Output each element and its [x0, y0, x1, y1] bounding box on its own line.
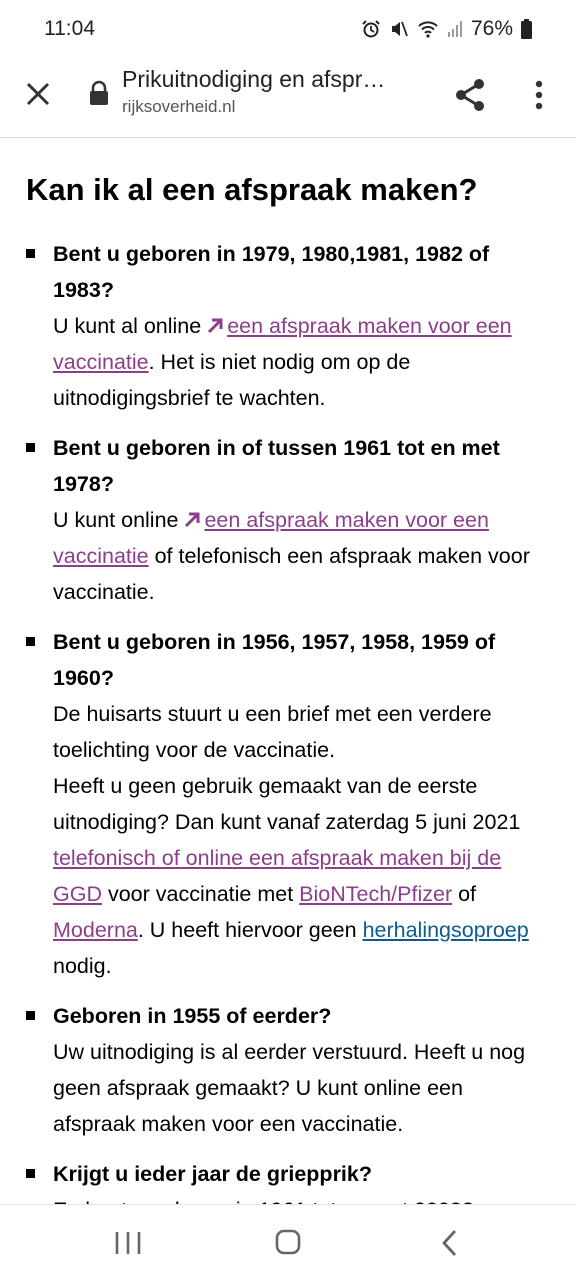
- mute-icon: [389, 19, 409, 39]
- item-question: Krijgt u ieder jaar de griepprik?: [53, 1162, 372, 1186]
- status-time: 11:04: [44, 17, 95, 40]
- status-bar: [0, 0, 576, 58]
- share-icon: [452, 76, 490, 114]
- list-item: [26, 236, 548, 416]
- signal-icon: [447, 20, 463, 38]
- herhalingsoproep-link[interactable]: herhalingsoproep: [362, 918, 529, 942]
- list-item: [26, 624, 548, 984]
- item-text: [53, 502, 548, 610]
- page-url: rijksoverheid.nl: [122, 97, 236, 116]
- recent-apps-icon: [108, 1225, 148, 1261]
- back-button[interactable]: [430, 1225, 470, 1261]
- more-options-button[interactable]: [526, 76, 552, 114]
- biontech-pfizer-link[interactable]: BioNTech/Pfizer: [299, 882, 453, 906]
- battery-percentage: 76%: [470, 17, 513, 40]
- item-text: Uw uitnodiging is al eerder verstuurd. Heeft u nog geen afspraak gemaakt? U kunt online een afspraak maken voor een vaccinatie.: [53, 1040, 526, 1136]
- alarm-icon: [361, 19, 381, 39]
- list-item: [26, 430, 548, 610]
- back-icon: [430, 1225, 470, 1261]
- moderna-link[interactable]: Moderna: [53, 918, 138, 942]
- home-button[interactable]: [268, 1225, 308, 1261]
- appointment-link[interactable]: een afspraak maken voor een vaccinatie: [53, 314, 512, 374]
- close-button[interactable]: [22, 78, 54, 110]
- list-item: [26, 998, 548, 1142]
- custom-tab-toolbar: [0, 58, 576, 138]
- item-question: Bent u geboren in 1956, 1957, 1958, 1959 of 1960?: [53, 630, 496, 690]
- appointment-link[interactable]: een afspraak maken voor een vaccinatie: [53, 508, 489, 568]
- external-link-icon: [184, 512, 200, 528]
- lock-icon[interactable]: [88, 80, 110, 106]
- battery-icon: [521, 19, 532, 39]
- item-text-post: nodig.: [53, 954, 112, 978]
- eligibility-list: [26, 236, 548, 1228]
- item-text: [53, 308, 548, 416]
- system-nav-bar: [0, 1204, 576, 1281]
- item-text-mid: of: [452, 882, 477, 906]
- item-question: Bent u geboren in of tussen 1961 tot en met 1978?: [53, 436, 500, 496]
- item-text: De huisarts stuurt u een brief met een verdere toelichting voor de vaccinatie.: [53, 702, 492, 762]
- item-question: Bent u geboren in 1979, 1980,1981, 1982 of 1983?: [53, 242, 490, 302]
- item-text: [53, 768, 548, 984]
- page-content: [0, 138, 576, 1204]
- item-text-pre: U kunt al online: [53, 314, 208, 338]
- item-text-post: of telefonisch een afspraak maken voor vaccinatie.: [53, 544, 530, 604]
- home-icon: [268, 1225, 308, 1261]
- more-vert-icon: [526, 76, 552, 114]
- content-heading: Kan ik al een afspraak maken?: [26, 172, 478, 207]
- item-text-pre: U kunt online: [53, 508, 185, 532]
- item-text-post: . Het is niet nodig om op de uitnodigingsbrief te wachten.: [53, 350, 411, 410]
- item-text-pre: Heeft u geen gebruik gemaakt van de eerste uitnodiging? Dan kunt vanaf zaterdag 5 juni 2021: [53, 774, 521, 834]
- external-link-icon: [207, 318, 223, 334]
- wifi-icon: [417, 19, 439, 39]
- status-icons: [361, 17, 532, 41]
- title-block[interactable]: [122, 66, 422, 117]
- recent-apps-button[interactable]: [108, 1225, 148, 1261]
- share-button[interactable]: [452, 76, 490, 114]
- ggd-appointment-link[interactable]: telefonisch of online een afspraak maken bij de GGD: [53, 846, 502, 906]
- page-title: Prikuitnodiging en afspr…: [122, 66, 386, 92]
- item-question: Geboren in 1955 of eerder?: [53, 1004, 332, 1028]
- item-text-mid: . U heeft hiervoor geen: [137, 918, 363, 942]
- close-icon: [22, 78, 54, 110]
- item-text-mid: voor vaccinatie met: [101, 882, 300, 906]
